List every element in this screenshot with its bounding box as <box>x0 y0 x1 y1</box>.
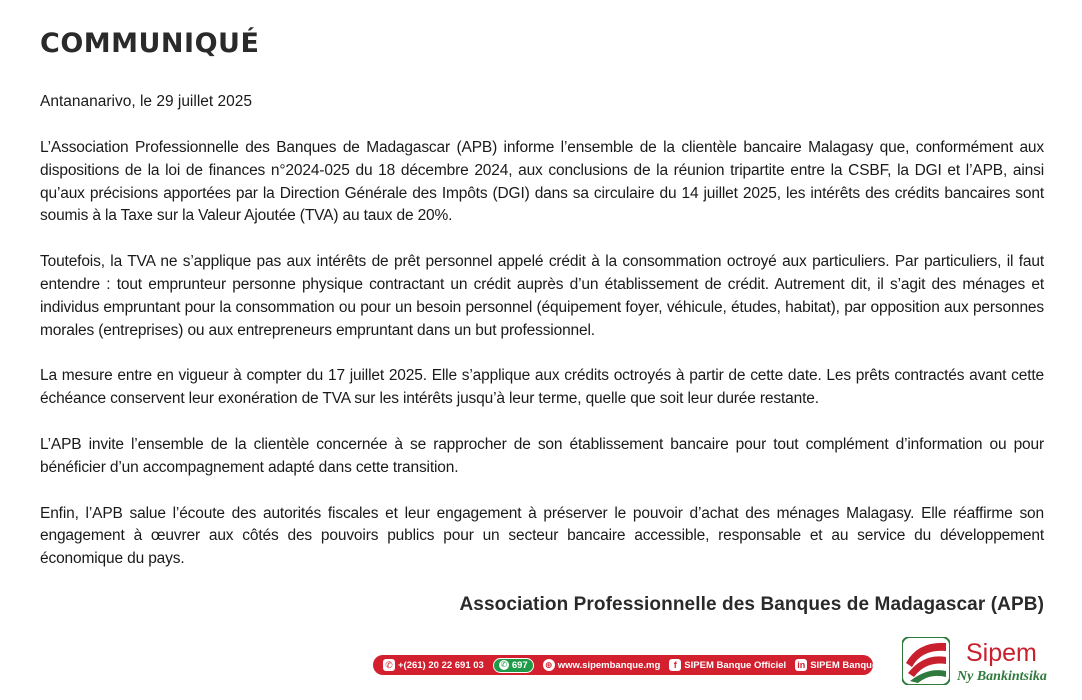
short-number-badge[interactable] <box>493 658 534 673</box>
document-date: Antananarivo, le 29 juillet 2025 <box>40 93 252 110</box>
linkedin-text: SIPEM Banque <box>810 659 878 671</box>
paragraph-2: Toutefois, la TVA ne s’applique pas aux intérêts de prêt personnel appelé crédit à la consommation octroyé aux particuliers. Par particuliers, il faut entendre : tout emprunteur personne physique contractant un crédit auprès d’un établissement de crédit. Autrement dit, il s’agit des ménages et individus empruntant pour la consommation ou pour un besoin personnel (équipement foyer, véhicule, études, habitat), par opposition aux personnes morales (entreprises) ou aux entrepreneurs empruntant dans un but professionnel. <box>40 253 1044 339</box>
facebook-icon: f <box>669 659 681 671</box>
phone-icon: ✆ <box>383 659 395 671</box>
paragraph-1: L’Association Professionnelle des Banques de Madagascar (APB) informe l’ensemble de la clientèle bancaire Malagasy que, conformément aux dispositions de la loi de finances n°2024-025 du 18 décembre 2024, aux conclusions de la réunion tripartite entre la CSBF, la DGI et l’APB, ainsi qu’aux précisions apportées par la Direction Générale des Impôts (DGI) dans sa circulaire du 14 juillet 2025, les intérêts des crédits bancaires sont soumis à la Taxe sur la Valeur Ajoutée (TVA) au taux de 20%. <box>40 139 1044 225</box>
phone-icon: ✆ <box>500 660 508 669</box>
linkedin-link[interactable] <box>795 659 877 671</box>
logo-name: Sipem <box>966 639 1037 667</box>
sipem-logo-mark <box>902 637 950 685</box>
paragraph-5: Enfin, l’APB salue l’écoute des autorités fiscales et leur engagement à préserver le pouvoir d’achat des ménages Malagasy. Elle réaffirme son engagement à œuvrer aux côtés des pouvoirs publics pour un secteur bancaire accessible, responsable et au service du développement économique du pays. <box>40 504 1044 568</box>
paragraph-3: La mesure entre en vigueur à compter du 17 juillet 2025. Elle s’applique aux crédits octroyés à partir de cette date. Les prêts contractés avant cette échéance conservent leur exonération de TVA sur les intérêts jusqu’à leur terme, quelle que soit leur durée restante. <box>40 367 1044 408</box>
paragraph-4: L’APB invite l’ensemble de la clientèle concernée à se rapprocher de son établissement bancaire pour tout complément d’information ou pour bénéficier d’un accompagnement adapté dans cette transition. <box>40 435 1044 476</box>
logo-tagline: Ny Bankintsika <box>957 669 1047 684</box>
facebook-text: SIPEM Banque Officiel <box>684 659 787 671</box>
contact-bar <box>373 655 878 675</box>
sipem-logo <box>902 637 1052 692</box>
phone-number: +(261) 20 22 691 03 <box>398 659 484 671</box>
document-body <box>40 137 1044 594</box>
linkedin-icon: in <box>797 659 806 670</box>
phone-contact[interactable] <box>383 659 484 671</box>
short-number: 697 <box>511 659 528 671</box>
signature: Association Professionnelle des Banques de Madagascar (APB) <box>459 594 1044 615</box>
website-link[interactable] <box>543 659 661 671</box>
page-title: COMMUNIQUÉ <box>40 28 260 59</box>
website-text: www.sipembanque.mg <box>557 659 661 671</box>
globe-icon: ⊕ <box>543 659 555 671</box>
facebook-link[interactable] <box>669 659 786 671</box>
